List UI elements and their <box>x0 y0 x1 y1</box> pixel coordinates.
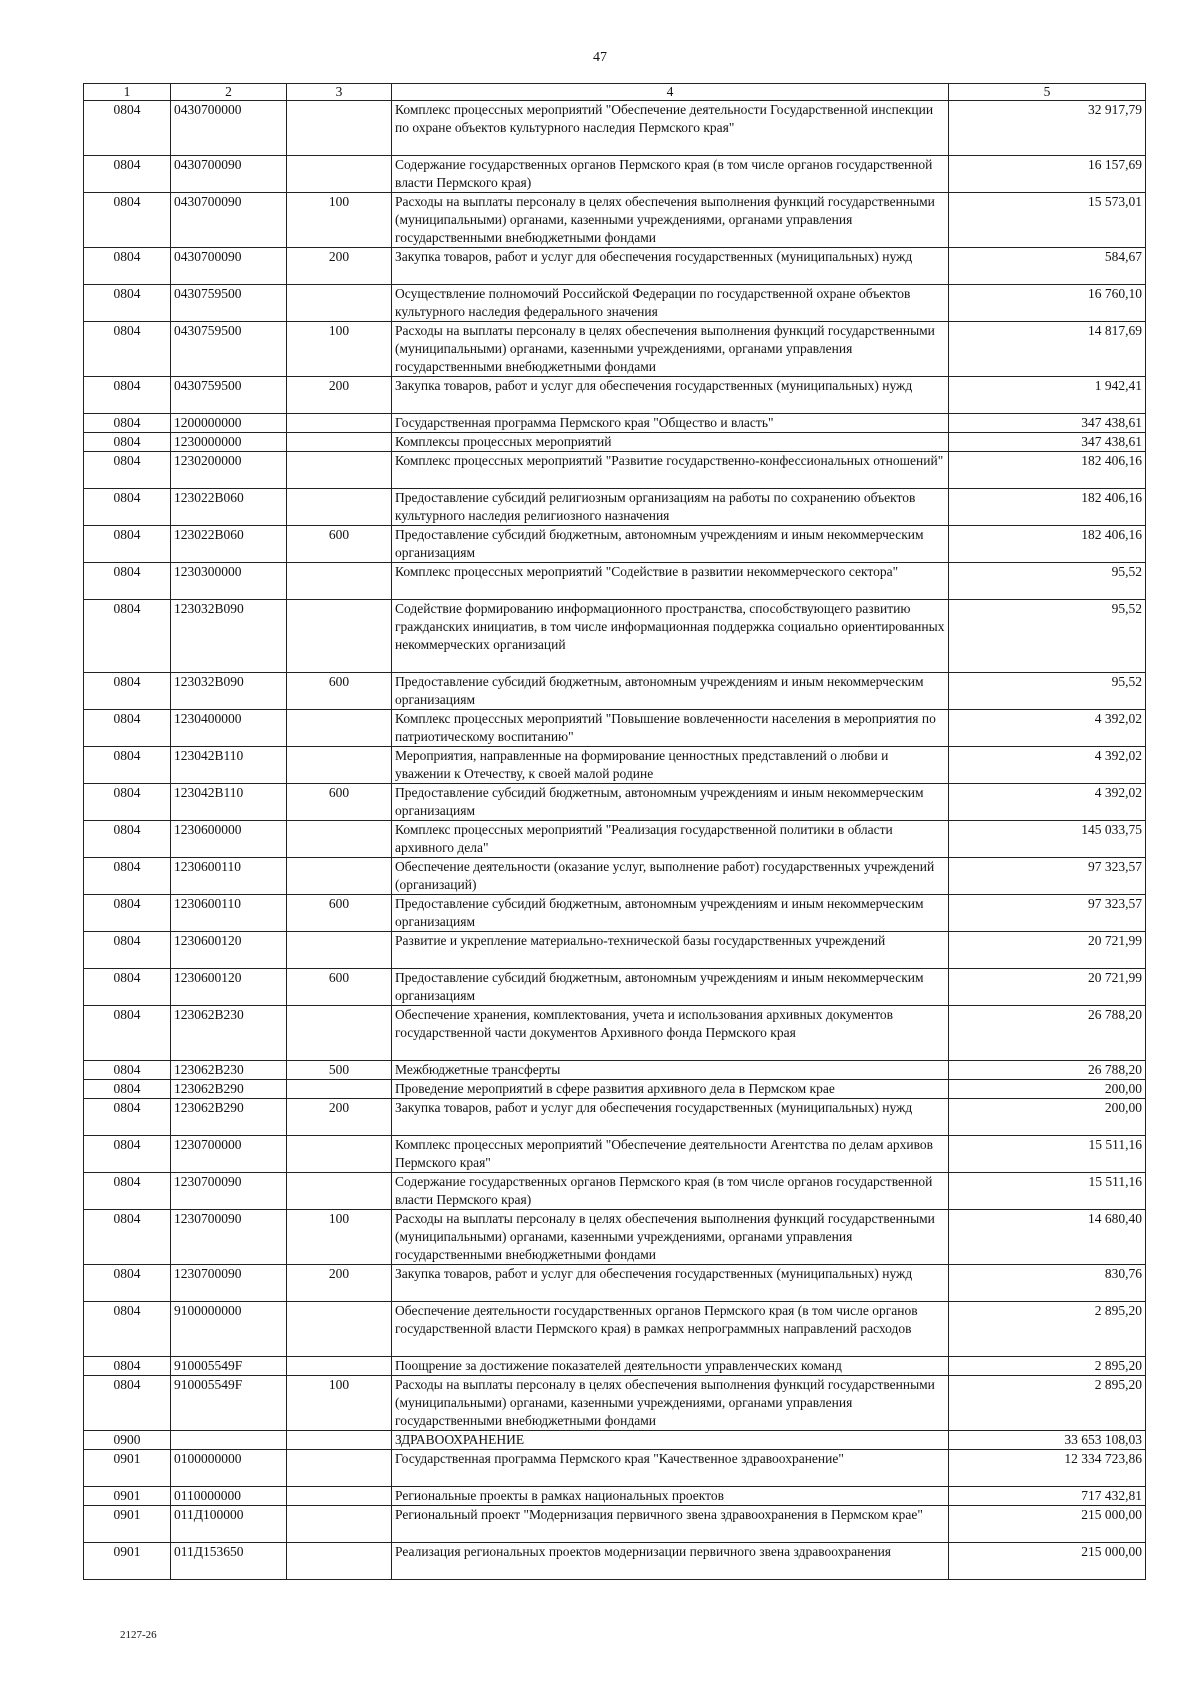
description-cell: ЗДРАВООХРАНЕНИЕ <box>392 1431 949 1450</box>
description-cell: Расходы на выплаты персоналу в целях обеспечения выполнения функций государственными (муниципальными) органами, казенными учреждениями, органами управления государственными внебюджетными фондами <box>392 1376 949 1431</box>
table-row <box>84 285 1146 322</box>
description-cell: Обеспечение хранения, комплектования, учета и использования архивных документов государственной части документов Архивного фонда Пермского края <box>392 1006 949 1061</box>
column-header-3: 3 <box>287 84 392 101</box>
description-cell: Расходы на выплаты персоналу в целях обеспечения выполнения функций государственными (муниципальными) органами, казенными учреждениями, органами управления государственными внебюджетными фондами <box>392 322 949 377</box>
amount-cell: 215 000,00 <box>949 1543 1146 1580</box>
description-cell: Межбюджетные трансферты <box>392 1061 949 1080</box>
target-article-cell: 123042B110 <box>171 784 287 821</box>
description-cell: Предоставление субсидий религиозным организациям на работы по сохранению объектов культурного наследия религиозного назначения <box>392 489 949 526</box>
amount-cell: 16 157,69 <box>949 156 1146 193</box>
expense-type-cell <box>287 1431 392 1450</box>
target-article-cell: 1230700090 <box>171 1210 287 1265</box>
target-article-cell: 0430759500 <box>171 285 287 322</box>
description-cell: Содержание государственных органов Пермского края (в том числе органов государственной власти Пермского края) <box>392 1173 949 1210</box>
target-article-cell: 1230400000 <box>171 710 287 747</box>
description-cell: Содействие формированию информационного пространства, способствующего развитию гражданских инициатив, в том числе информационная поддержка социально ориентированных некоммерческих организаций <box>392 600 949 673</box>
target-article-cell <box>171 1431 287 1450</box>
table-row <box>84 1506 1146 1543</box>
amount-cell: 95,52 <box>949 600 1146 673</box>
description-cell: Комплекс процессных мероприятий "Содействие в развитии некоммерческого сектора" <box>392 563 949 600</box>
expense-type-cell: 200 <box>287 248 392 285</box>
description-cell: Комплекс процессных мероприятий "Обеспечение деятельности Агентства по делам архивов Пермского края" <box>392 1136 949 1173</box>
budget-table <box>83 83 1146 1580</box>
table-row <box>84 858 1146 895</box>
target-article-cell: 0100000000 <box>171 1450 287 1487</box>
target-article-cell: 910005549F <box>171 1357 287 1376</box>
column-header-4: 4 <box>392 84 949 101</box>
table-row <box>84 1136 1146 1173</box>
section-code-cell: 0804 <box>84 858 171 895</box>
target-article-cell: 123032B090 <box>171 673 287 710</box>
section-code-cell: 0804 <box>84 489 171 526</box>
expense-type-cell: 100 <box>287 1210 392 1265</box>
amount-cell: 830,76 <box>949 1265 1146 1302</box>
description-cell: Осуществление полномочий Российской Федерации по государственной охране объектов культурного наследия федерального значения <box>392 285 949 322</box>
table-row <box>84 1450 1146 1487</box>
description-cell: Комплекс процессных мероприятий "Обеспечение деятельности Государственной инспекции по охране объектов культурного наследия Пермского края" <box>392 101 949 156</box>
amount-cell: 16 760,10 <box>949 285 1146 322</box>
expense-type-cell: 100 <box>287 1376 392 1431</box>
amount-cell: 347 438,61 <box>949 433 1146 452</box>
table-row <box>84 1431 1146 1450</box>
description-cell: Комплексы процессных мероприятий <box>392 433 949 452</box>
amount-cell: 200,00 <box>949 1080 1146 1099</box>
expense-type-cell <box>287 710 392 747</box>
expense-type-cell <box>287 452 392 489</box>
expense-type-cell <box>287 821 392 858</box>
amount-cell: 182 406,16 <box>949 452 1146 489</box>
table-row <box>84 1487 1146 1506</box>
section-code-cell: 0804 <box>84 821 171 858</box>
amount-cell: 15 511,16 <box>949 1136 1146 1173</box>
target-article-cell: 123062B230 <box>171 1061 287 1080</box>
table-row <box>84 563 1146 600</box>
table-row <box>84 821 1146 858</box>
expense-type-cell: 500 <box>287 1061 392 1080</box>
amount-cell: 2 895,20 <box>949 1357 1146 1376</box>
section-code-cell: 0804 <box>84 1136 171 1173</box>
section-code-cell: 0804 <box>84 1265 171 1302</box>
expense-type-cell <box>287 156 392 193</box>
expense-type-cell <box>287 414 392 433</box>
section-code-cell: 0804 <box>84 1061 171 1080</box>
column-header-2: 2 <box>171 84 287 101</box>
amount-cell: 26 788,20 <box>949 1006 1146 1061</box>
page-number: 47 <box>593 50 607 65</box>
description-cell: Закупка товаров, работ и услуг для обеспечения государственных (муниципальных) нужд <box>392 377 949 414</box>
table-row <box>84 600 1146 673</box>
target-article-cell: 123042B110 <box>171 747 287 784</box>
section-code-cell: 0804 <box>84 322 171 377</box>
amount-cell: 97 323,57 <box>949 895 1146 932</box>
section-code-cell: 0804 <box>84 673 171 710</box>
section-code-cell: 0804 <box>84 1006 171 1061</box>
description-cell: Развитие и укрепление материально-технической базы государственных учреждений <box>392 932 949 969</box>
table-header <box>84 84 1146 101</box>
amount-cell: 2 895,20 <box>949 1302 1146 1357</box>
section-code-cell: 0804 <box>84 433 171 452</box>
description-cell: Закупка товаров, работ и услуг для обеспечения государственных (муниципальных) нужд <box>392 1099 949 1136</box>
column-header-5: 5 <box>949 84 1146 101</box>
target-article-cell: 123032B090 <box>171 600 287 673</box>
amount-cell: 14 680,40 <box>949 1210 1146 1265</box>
section-code-cell: 0804 <box>84 895 171 932</box>
section-code-cell: 0900 <box>84 1431 171 1450</box>
table-row <box>84 526 1146 563</box>
table-row <box>84 1099 1146 1136</box>
section-code-cell: 0804 <box>84 1376 171 1431</box>
expense-type-cell: 600 <box>287 895 392 932</box>
amount-cell: 33 653 108,03 <box>949 1431 1146 1450</box>
target-article-cell: 123062B290 <box>171 1099 287 1136</box>
target-article-cell: 011Д100000 <box>171 1506 287 1543</box>
amount-cell: 15 573,01 <box>949 193 1146 248</box>
description-cell: Предоставление субсидий бюджетным, автономным учреждениям и иным некоммерческим организациям <box>392 526 949 563</box>
section-code-cell: 0804 <box>84 600 171 673</box>
column-header-1: 1 <box>84 84 171 101</box>
amount-cell: 15 511,16 <box>949 1173 1146 1210</box>
expense-type-cell <box>287 600 392 673</box>
description-cell: Обеспечение деятельности (оказание услуг, выполнение работ) государственных учреждений (организаций) <box>392 858 949 895</box>
description-cell: Проведение мероприятий в сфере развития архивного дела в Пермском крае <box>392 1080 949 1099</box>
table-row <box>84 193 1146 248</box>
section-code-cell: 0804 <box>84 932 171 969</box>
target-article-cell: 123062B230 <box>171 1006 287 1061</box>
section-code-cell: 0804 <box>84 526 171 563</box>
target-article-cell: 1230600120 <box>171 969 287 1006</box>
amount-cell: 4 392,02 <box>949 784 1146 821</box>
table-row <box>84 1080 1146 1099</box>
section-code-cell: 0804 <box>84 710 171 747</box>
section-code-cell: 0804 <box>84 563 171 600</box>
expense-type-cell <box>287 433 392 452</box>
description-cell: Предоставление субсидий бюджетным, автономным учреждениям и иным некоммерческим организациям <box>392 784 949 821</box>
amount-cell: 26 788,20 <box>949 1061 1146 1080</box>
target-article-cell: 123062B290 <box>171 1080 287 1099</box>
table-row <box>84 710 1146 747</box>
amount-cell: 32 917,79 <box>949 101 1146 156</box>
target-article-cell: 123022B060 <box>171 526 287 563</box>
expense-type-cell <box>287 1357 392 1376</box>
table-row <box>84 1006 1146 1061</box>
target-article-cell: 1230700000 <box>171 1136 287 1173</box>
table-row <box>84 1376 1146 1431</box>
amount-cell: 95,52 <box>949 673 1146 710</box>
expense-type-cell: 200 <box>287 1265 392 1302</box>
expense-type-cell <box>287 1080 392 1099</box>
expense-type-cell <box>287 858 392 895</box>
table-body <box>84 101 1146 1580</box>
amount-cell: 717 432,81 <box>949 1487 1146 1506</box>
target-article-cell: 123022B060 <box>171 489 287 526</box>
amount-cell: 145 033,75 <box>949 821 1146 858</box>
target-article-cell: 0430700090 <box>171 193 287 248</box>
header-row <box>84 84 1146 101</box>
target-article-cell: 1230300000 <box>171 563 287 600</box>
expense-type-cell <box>287 489 392 526</box>
amount-cell: 97 323,57 <box>949 858 1146 895</box>
section-code-cell: 0804 <box>84 193 171 248</box>
description-cell: Реализация региональных проектов модернизации первичного звена здравоохранения <box>392 1543 949 1580</box>
table-row <box>84 673 1146 710</box>
section-code-cell: 0901 <box>84 1487 171 1506</box>
description-cell: Государственная программа Пермского края "Общество и власть" <box>392 414 949 433</box>
table-row <box>84 969 1146 1006</box>
section-code-cell: 0901 <box>84 1543 171 1580</box>
section-code-cell: 0804 <box>84 1210 171 1265</box>
table-row <box>84 101 1146 156</box>
expense-type-cell: 200 <box>287 377 392 414</box>
section-code-cell: 0901 <box>84 1450 171 1487</box>
table-row <box>84 1173 1146 1210</box>
target-article-cell: 910005549F <box>171 1376 287 1431</box>
table-row <box>84 322 1146 377</box>
amount-cell: 347 438,61 <box>949 414 1146 433</box>
expense-type-cell <box>287 1506 392 1543</box>
description-cell: Комплекс процессных мероприятий "Развитие государственно-конфессиональных отношений" <box>392 452 949 489</box>
table-row <box>84 932 1146 969</box>
description-cell: Закупка товаров, работ и услуг для обеспечения государственных (муниципальных) нужд <box>392 1265 949 1302</box>
table-row <box>84 1302 1146 1357</box>
description-cell: Обеспечение деятельности государственных органов Пермского края (в том числе органов государственной власти Пермского края) в рамках непрограммных направлений расходов <box>392 1302 949 1357</box>
expense-type-cell: 200 <box>287 1099 392 1136</box>
table-row <box>84 433 1146 452</box>
table-row <box>84 248 1146 285</box>
description-cell: Содержание государственных органов Пермского края (в том числе органов государственной власти Пермского края) <box>392 156 949 193</box>
target-article-cell: 9100000000 <box>171 1302 287 1357</box>
target-article-cell: 1230600110 <box>171 858 287 895</box>
table-row <box>84 377 1146 414</box>
description-cell: Региональный проект "Модернизация первичного звена здравоохранения в Пермском крае" <box>392 1506 949 1543</box>
section-code-cell: 0901 <box>84 1506 171 1543</box>
expense-type-cell <box>287 1302 392 1357</box>
description-cell: Предоставление субсидий бюджетным, автономным учреждениям и иным некоммерческим организациям <box>392 969 949 1006</box>
expense-type-cell <box>287 563 392 600</box>
description-cell: Поощрение за достижение показателей деятельности управленческих команд <box>392 1357 949 1376</box>
section-code-cell: 0804 <box>84 784 171 821</box>
section-code-cell: 0804 <box>84 414 171 433</box>
target-article-cell: 1230200000 <box>171 452 287 489</box>
expense-type-cell <box>287 101 392 156</box>
expense-type-cell <box>287 1006 392 1061</box>
amount-cell: 95,52 <box>949 563 1146 600</box>
target-article-cell: 011Д153650 <box>171 1543 287 1580</box>
description-cell: Региональные проекты в рамках национальных проектов <box>392 1487 949 1506</box>
section-code-cell: 0804 <box>84 452 171 489</box>
expense-type-cell <box>287 747 392 784</box>
table-row <box>84 156 1146 193</box>
document-code: 2127-26 <box>120 1629 157 1641</box>
target-article-cell: 0430700090 <box>171 248 287 285</box>
expense-type-cell <box>287 1487 392 1506</box>
amount-cell: 215 000,00 <box>949 1506 1146 1543</box>
target-article-cell: 1230000000 <box>171 433 287 452</box>
amount-cell: 2 895,20 <box>949 1376 1146 1431</box>
section-code-cell: 0804 <box>84 1099 171 1136</box>
target-article-cell: 1200000000 <box>171 414 287 433</box>
target-article-cell: 0430759500 <box>171 322 287 377</box>
table-row <box>84 895 1146 932</box>
target-article-cell: 1230600110 <box>171 895 287 932</box>
table-row <box>84 1543 1146 1580</box>
expense-type-cell <box>287 932 392 969</box>
description-cell: Предоставление субсидий бюджетным, автономным учреждениям и иным некоммерческим организациям <box>392 895 949 932</box>
expense-type-cell <box>287 1543 392 1580</box>
amount-cell: 1 942,41 <box>949 377 1146 414</box>
section-code-cell: 0804 <box>84 248 171 285</box>
amount-cell: 584,67 <box>949 248 1146 285</box>
section-code-cell: 0804 <box>84 377 171 414</box>
amount-cell: 200,00 <box>949 1099 1146 1136</box>
section-code-cell: 0804 <box>84 1357 171 1376</box>
amount-cell: 14 817,69 <box>949 322 1146 377</box>
table-row <box>84 489 1146 526</box>
expense-type-cell: 600 <box>287 526 392 563</box>
description-cell: Закупка товаров, работ и услуг для обеспечения государственных (муниципальных) нужд <box>392 248 949 285</box>
amount-cell: 182 406,16 <box>949 526 1146 563</box>
expense-type-cell <box>287 1173 392 1210</box>
target-article-cell: 1230700090 <box>171 1173 287 1210</box>
expense-type-cell: 600 <box>287 784 392 821</box>
amount-cell: 20 721,99 <box>949 932 1146 969</box>
target-article-cell: 1230700090 <box>171 1265 287 1302</box>
expense-type-cell: 100 <box>287 193 392 248</box>
amount-cell: 4 392,02 <box>949 710 1146 747</box>
section-code-cell: 0804 <box>84 285 171 322</box>
expense-type-cell <box>287 1136 392 1173</box>
target-article-cell: 1230600120 <box>171 932 287 969</box>
table-row <box>84 747 1146 784</box>
description-cell: Расходы на выплаты персоналу в целях обеспечения выполнения функций государственными (муниципальными) органами, казенными учреждениями, органами управления государственными внебюджетными фондами <box>392 193 949 248</box>
section-code-cell: 0804 <box>84 1080 171 1099</box>
description-cell: Предоставление субсидий бюджетным, автономным учреждениям и иным некоммерческим организациям <box>392 673 949 710</box>
target-article-cell: 0430759500 <box>171 377 287 414</box>
target-article-cell: 0110000000 <box>171 1487 287 1506</box>
table-row <box>84 784 1146 821</box>
table-row <box>84 1210 1146 1265</box>
section-code-cell: 0804 <box>84 747 171 784</box>
expense-type-cell: 600 <box>287 673 392 710</box>
description-cell: Расходы на выплаты персоналу в целях обеспечения выполнения функций государственными (муниципальными) органами, казенными учреждениями, органами управления государственными внебюджетными фондами <box>392 1210 949 1265</box>
table-row <box>84 414 1146 433</box>
amount-cell: 182 406,16 <box>949 489 1146 526</box>
table-row <box>84 1265 1146 1302</box>
description-cell: Мероприятия, направленные на формирование ценностных представлений о любви и уважении к Отечеству, к своей малой родине <box>392 747 949 784</box>
section-code-cell: 0804 <box>84 1173 171 1210</box>
table-row <box>84 452 1146 489</box>
section-code-cell: 0804 <box>84 101 171 156</box>
expense-type-cell: 600 <box>287 969 392 1006</box>
description-cell: Комплекс процессных мероприятий "Повышение вовлеченности населения в мероприятия по патриотическому воспитанию" <box>392 710 949 747</box>
amount-cell: 4 392,02 <box>949 747 1146 784</box>
description-cell: Комплекс процессных мероприятий "Реализация государственной политики в области архивного дела" <box>392 821 949 858</box>
target-article-cell: 0430700000 <box>171 101 287 156</box>
amount-cell: 12 334 723,86 <box>949 1450 1146 1487</box>
table-row <box>84 1061 1146 1080</box>
target-article-cell: 0430700090 <box>171 156 287 193</box>
description-cell: Государственная программа Пермского края "Качественное здравоохранение" <box>392 1450 949 1487</box>
expense-type-cell: 100 <box>287 322 392 377</box>
table-row <box>84 1357 1146 1376</box>
expense-type-cell <box>287 1450 392 1487</box>
section-code-cell: 0804 <box>84 1302 171 1357</box>
expense-type-cell <box>287 285 392 322</box>
amount-cell: 20 721,99 <box>949 969 1146 1006</box>
target-article-cell: 1230600000 <box>171 821 287 858</box>
section-code-cell: 0804 <box>84 969 171 1006</box>
section-code-cell: 0804 <box>84 156 171 193</box>
